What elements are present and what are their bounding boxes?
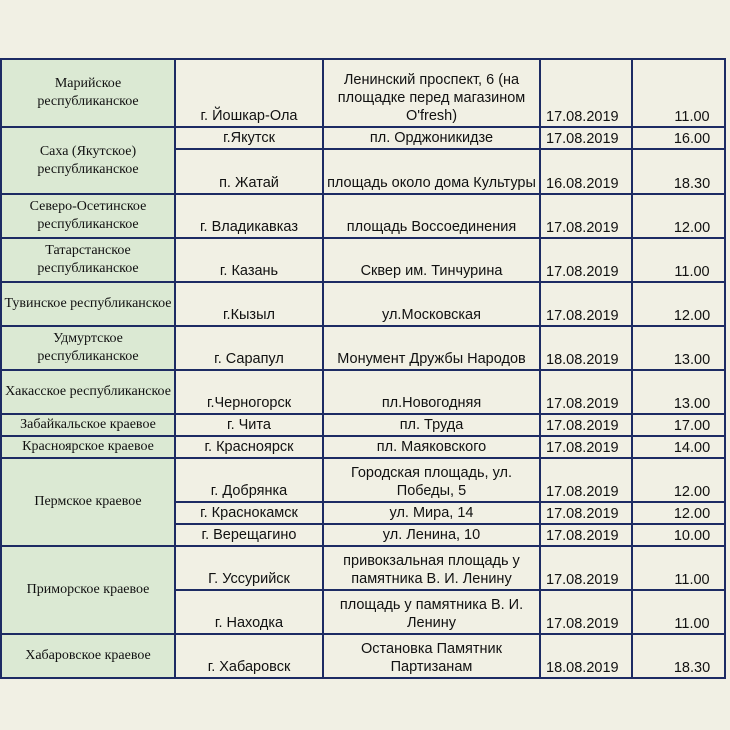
time-cell: 12.00	[632, 502, 725, 524]
city-cell: г. Верещагино	[175, 524, 323, 546]
place-cell: пл. Труда	[323, 414, 540, 436]
region-cell: Красноярское краевое	[1, 436, 175, 458]
place-cell: Ленинский проспект, 6 (на площадке перед магазином O'fresh)	[323, 59, 540, 127]
table-row	[1, 194, 725, 238]
date-cell: 17.08.2019	[540, 282, 632, 326]
time-cell: 16.00	[632, 127, 725, 149]
table-row	[1, 127, 725, 149]
time-cell: 10.00	[632, 524, 725, 546]
time-cell: 11.00	[632, 546, 725, 590]
time-cell: 12.00	[632, 458, 725, 502]
region-cell: Приморское краевое	[1, 546, 175, 634]
city-cell: г. Хабаровск	[175, 634, 323, 678]
date-cell: 17.08.2019	[540, 524, 632, 546]
table-row	[1, 436, 725, 458]
table-row	[1, 546, 725, 590]
time-cell: 13.00	[632, 326, 725, 370]
city-cell: г. Казань	[175, 238, 323, 282]
table-row	[1, 414, 725, 436]
table-row	[1, 59, 725, 127]
city-cell: г.Черногорск	[175, 370, 323, 414]
region-cell: Хакасское республиканское	[1, 370, 175, 414]
place-cell: площадь около дома Культуры	[323, 149, 540, 194]
region-cell: Удмуртское республиканское	[1, 326, 175, 370]
place-cell: ул. Мира, 14	[323, 502, 540, 524]
table-row	[1, 370, 725, 414]
date-cell: 17.08.2019	[540, 458, 632, 502]
table-row	[1, 634, 725, 678]
time-cell: 14.00	[632, 436, 725, 458]
time-cell: 11.00	[632, 238, 725, 282]
date-cell: 17.08.2019	[540, 502, 632, 524]
time-cell: 13.00	[632, 370, 725, 414]
region-cell: Тувинское республиканское	[1, 282, 175, 326]
region-cell: Марийское республиканское	[1, 59, 175, 127]
region-cell: Татарстанское республиканское	[1, 238, 175, 282]
events-table	[0, 58, 726, 679]
city-cell: г. Сарапул	[175, 326, 323, 370]
place-cell: Городская площадь, ул. Победы, 5	[323, 458, 540, 502]
place-cell: пл. Маяковского	[323, 436, 540, 458]
place-cell: привокзальная площадь у памятника В. И. Ленину	[323, 546, 540, 590]
city-cell: Г. Уссурийск	[175, 546, 323, 590]
city-cell: г. Владикавказ	[175, 194, 323, 238]
city-cell: г.Якутск	[175, 127, 323, 149]
place-cell: пл.Новогодняя	[323, 370, 540, 414]
date-cell: 17.08.2019	[540, 370, 632, 414]
table-row	[1, 282, 725, 326]
city-cell: г. Находка	[175, 590, 323, 634]
date-cell: 16.08.2019	[540, 149, 632, 194]
date-cell: 17.08.2019	[540, 436, 632, 458]
time-cell: 11.00	[632, 59, 725, 127]
region-cell: Забайкальское краевое	[1, 414, 175, 436]
time-cell: 11.00	[632, 590, 725, 634]
date-cell: 17.08.2019	[540, 414, 632, 436]
date-cell: 18.08.2019	[540, 326, 632, 370]
date-cell: 17.08.2019	[540, 238, 632, 282]
table-row	[1, 238, 725, 282]
table-row	[1, 458, 725, 502]
place-cell: Сквер им. Тинчурина	[323, 238, 540, 282]
place-cell: ул.Московская	[323, 282, 540, 326]
city-cell: п. Жатай	[175, 149, 323, 194]
date-cell: 17.08.2019	[540, 590, 632, 634]
time-cell: 12.00	[632, 194, 725, 238]
date-cell: 17.08.2019	[540, 127, 632, 149]
city-cell: г.Кызыл	[175, 282, 323, 326]
time-cell: 17.00	[632, 414, 725, 436]
date-cell: 17.08.2019	[540, 194, 632, 238]
events-sheet	[0, 58, 730, 679]
place-cell: Остановка Памятник Партизанам	[323, 634, 540, 678]
region-cell: Хабаровское краевое	[1, 634, 175, 678]
time-cell: 12.00	[632, 282, 725, 326]
date-cell: 18.08.2019	[540, 634, 632, 678]
place-cell: площадь Воссоединения	[323, 194, 540, 238]
date-cell: 17.08.2019	[540, 546, 632, 590]
place-cell: пл. Орджоникидзе	[323, 127, 540, 149]
region-cell: Пермское краевое	[1, 458, 175, 546]
place-cell: ул. Ленина, 10	[323, 524, 540, 546]
city-cell: г. Краснокамск	[175, 502, 323, 524]
place-cell: Монумент Дружбы Народов	[323, 326, 540, 370]
date-cell: 17.08.2019	[540, 59, 632, 127]
place-cell: площадь у памятника В. И. Ленину	[323, 590, 540, 634]
city-cell: г. Йошкар-Ола	[175, 59, 323, 127]
city-cell: г. Красноярск	[175, 436, 323, 458]
region-cell: Северо-Осетинское республиканское	[1, 194, 175, 238]
time-cell: 18.30	[632, 634, 725, 678]
time-cell: 18.30	[632, 149, 725, 194]
region-cell: Саха (Якутское) республиканское	[1, 127, 175, 194]
table-row	[1, 326, 725, 370]
city-cell: г. Чита	[175, 414, 323, 436]
city-cell: г. Добрянка	[175, 458, 323, 502]
